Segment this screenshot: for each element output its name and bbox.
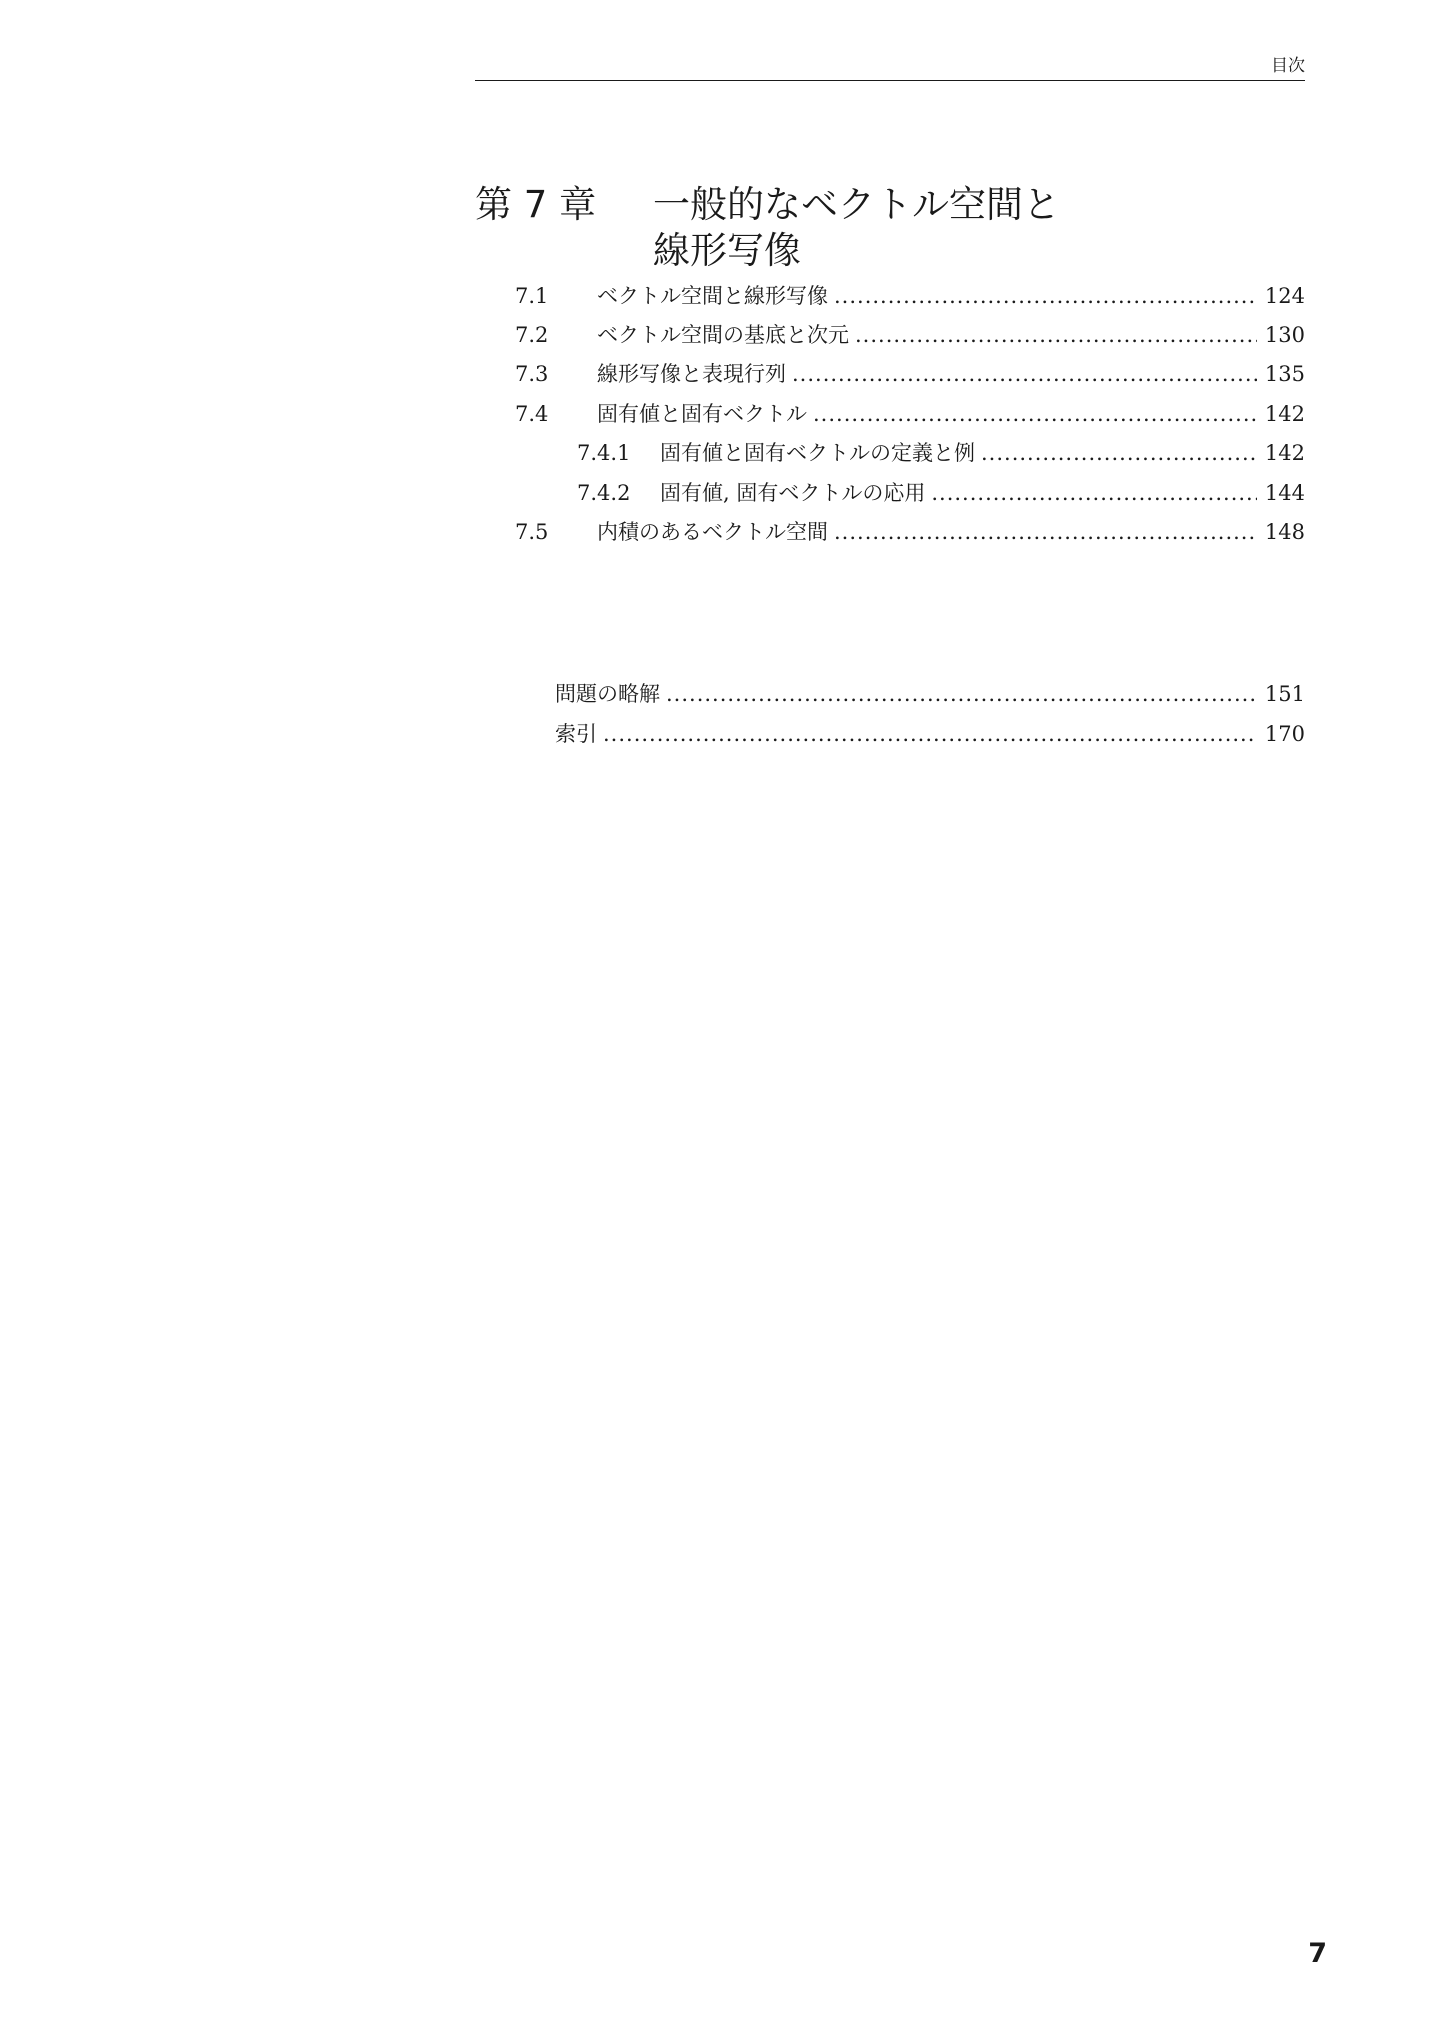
toc-entry-page: 151: [1264, 682, 1305, 706]
toc-entry-title: 問題の略解: [555, 682, 660, 706]
toc-entry-page: 144: [1264, 481, 1305, 505]
toc-entry-title: 線形写像と表現行列: [597, 362, 786, 386]
toc-entry-number: 7.1: [515, 284, 549, 308]
toc-entry-number: 7.4: [515, 402, 549, 426]
toc-dot-leader: [813, 399, 1257, 429]
toc-entry-page: 148: [1264, 520, 1305, 544]
toc-entry-back-matter[interactable]: [555, 679, 1305, 709]
toc-entry-page: 142: [1264, 441, 1305, 465]
toc-entry-title: 固有値, 固有ベクトルの応用: [660, 481, 926, 505]
chapter-title-line-1: 一般的なベクトル空間と: [653, 183, 1060, 226]
toc-entry-page: 170: [1264, 722, 1305, 746]
toc-entry-subsection[interactable]: [577, 438, 1305, 468]
toc-dot-leader: [834, 281, 1257, 311]
toc-entry-title: ベクトル空間と線形写像: [597, 284, 828, 308]
toc-entry-title: 固有値と固有ベクトルの定義と例: [660, 441, 975, 465]
toc-entry-number: 7.5: [515, 520, 549, 544]
toc-dot-leader: [603, 719, 1257, 749]
toc-entry-page: 130: [1264, 323, 1305, 347]
toc-entry-page: 124: [1264, 284, 1305, 308]
toc-dot-leader: [981, 438, 1257, 468]
toc-entry-section[interactable]: [515, 281, 1305, 311]
running-header: 目次: [1271, 56, 1305, 76]
toc-entry-number: 7.3: [515, 362, 549, 386]
chapter-title: [653, 182, 1173, 274]
toc-entry-number: 7.2: [515, 323, 549, 347]
toc-entry-title: 内積のあるベクトル空間: [597, 520, 828, 544]
toc-dot-leader: [931, 478, 1257, 508]
toc-dot-leader: [666, 679, 1257, 709]
toc-entry-number: 7.4.2: [577, 481, 631, 505]
toc-entry-section[interactable]: [515, 320, 1305, 350]
toc-entry-title: 固有値と固有ベクトル: [597, 402, 807, 426]
toc-entry-back-matter[interactable]: [555, 719, 1305, 749]
toc-entry-section[interactable]: [515, 359, 1305, 389]
chapter-title-line-2: 線形写像: [653, 229, 801, 272]
chapter-label: 第 7 章: [475, 183, 597, 226]
header-rule: [475, 80, 1305, 81]
toc-entry-title: 索引: [555, 722, 597, 746]
page-number: 7: [1308, 1938, 1327, 1969]
toc-entry-title: ベクトル空間の基底と次元: [597, 323, 849, 347]
toc-dot-leader: [792, 359, 1257, 389]
toc-entry-page: 142: [1264, 402, 1305, 426]
toc-entry-subsection[interactable]: [577, 478, 1305, 508]
toc-entry-section[interactable]: [515, 517, 1305, 547]
toc-entry-section[interactable]: [515, 399, 1305, 429]
toc-entry-page: 135: [1264, 362, 1305, 386]
toc-dot-leader: [855, 320, 1257, 350]
toc-dot-leader: [834, 517, 1257, 547]
toc-entry-number: 7.4.1: [577, 441, 631, 465]
